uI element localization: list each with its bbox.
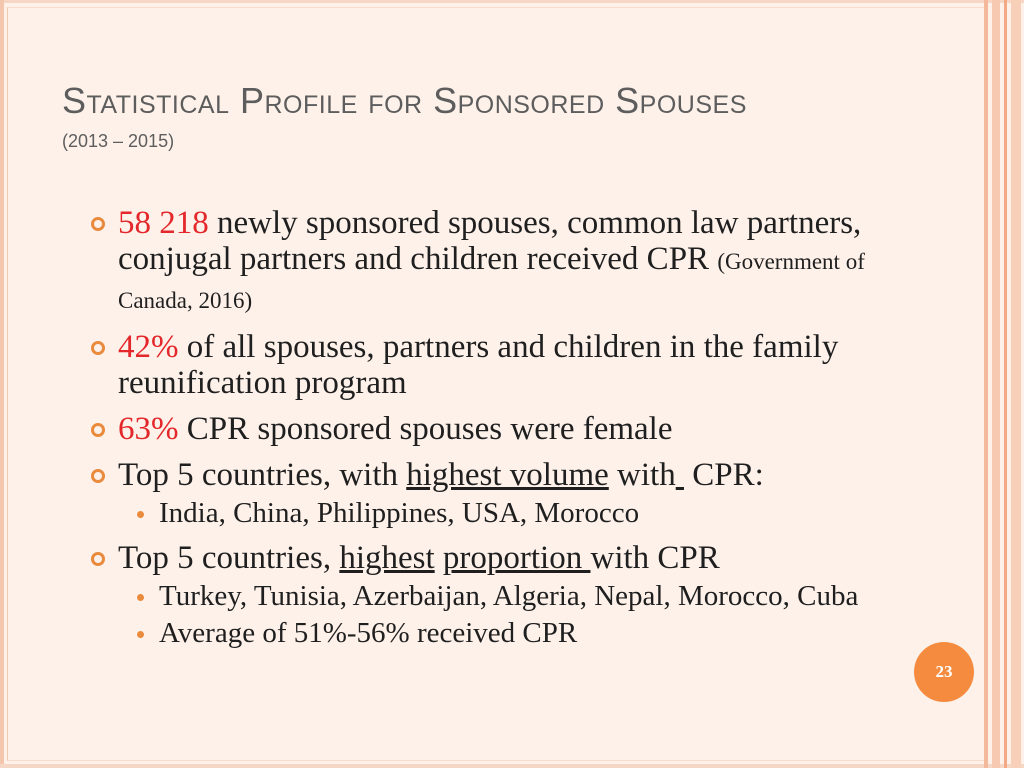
highlight-value: 58 218 [118,205,209,241]
bullet-item [90,457,890,530]
hollow-circle-icon [91,341,105,355]
bullet-text: CPR sponsored spouses were female [178,411,673,447]
sub-list [118,580,890,650]
sub-bullet-item [118,617,890,650]
stripe [984,0,988,768]
highlight-value: 63% [118,411,179,447]
highlight-value: 42% [118,329,179,365]
sub-bullet-text: India, China, Philippines, USA, Morocco [159,497,640,529]
sub-bullet-item [118,580,890,613]
dot-icon [137,511,144,518]
underlined-text: proportion [442,540,591,576]
slide-title: Statistical Profile for Sponsored Spouses [62,80,747,121]
slide-frame-top [0,0,1024,3]
underlined-text: highest [339,540,435,576]
hollow-circle-icon [91,423,105,437]
page-number-badge: 23 [914,642,974,702]
bullet-text: CPR: [683,457,764,493]
citation: (Government of Canada, 2016) [118,249,865,313]
bullet-text: Top 5 countries, with [118,457,407,493]
underlined-text: highest volume [406,457,609,493]
bullet-list [90,205,890,650]
sub-bullet-text: Turkey, Tunisia, Azerbaijan, Algeria, Nepal, Morocco, Cuba [159,580,859,612]
stripe [1011,0,1021,768]
bullet-text: of all spouses, partners and children in the family reunification program [118,329,839,401]
sub-list [118,497,890,530]
hollow-circle-icon [91,552,105,566]
bullet-item [90,329,890,401]
slide-frame-bottom [0,764,1024,768]
bullet-item [90,540,890,650]
bullet-text: Top 5 countries, [118,540,340,576]
stripe [992,0,1000,768]
decorative-stripes [984,0,1024,768]
hollow-circle-icon [91,469,105,483]
bullet-text: with [608,457,676,493]
bullet-text: newly sponsored spouses, common law partners, conjugal partners and children received CPR [118,205,862,277]
bullet-text: with CPR [590,540,720,576]
underlined-space [676,457,684,493]
slide-subtitle: (2013 – 2015) [62,131,175,151]
slide-frame-left [0,0,4,768]
dot-icon [137,594,144,601]
sub-bullet-item [118,497,890,530]
hollow-circle-icon [91,217,105,231]
sub-bullet-text: Average of 51%-56% received CPR [159,617,578,649]
bullet-item [90,411,890,447]
dot-icon [137,631,144,638]
bullet-item [90,205,890,319]
stripe [1004,0,1007,768]
